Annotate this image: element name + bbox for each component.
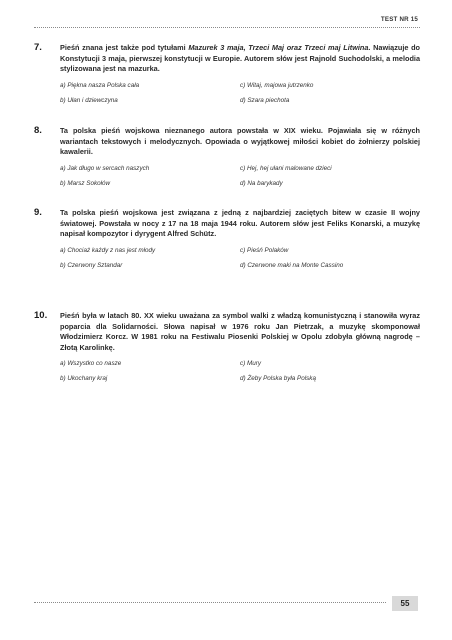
question-number: 10. (34, 310, 48, 321)
option-c[interactable]: c) Witaj, majowa jutrzenko (240, 81, 314, 89)
option-b[interactable]: b) Ukochany kraj (60, 375, 108, 382)
option-a[interactable]: a) Jak długo w sercach naszych (60, 164, 150, 172)
option-a[interactable]: a) Chociaż każdy z nas jest młody (60, 246, 156, 254)
option-c[interactable]: c) Mury (240, 360, 261, 367)
question-number: 8. (34, 125, 42, 136)
option-d[interactable]: d) Czerwone maki na Monte Cassino (240, 261, 344, 269)
question-7 (34, 43, 420, 105)
header-divider (34, 27, 420, 28)
option-c[interactable]: c) Hej, hej ułani malowane dzieci (240, 164, 332, 172)
option-d[interactable]: d) Szara piechota (240, 96, 290, 104)
question-9 (34, 208, 420, 270)
footer-divider (34, 602, 386, 603)
question-text-italic: Mazurek 3 maja, Trzeci Maj oraz Trzeci maj Litwina (188, 43, 369, 52)
answer-options (60, 360, 420, 383)
question-text (60, 43, 420, 75)
option-a[interactable]: a) Wszystko co nasze (60, 360, 122, 367)
question-text: Ta polska pieśń wojskowa jest związana z jedną z najbardziej zaciętych bitew w czasie II wojny światowej. Powstała w nocy z 17 na 18 maja 1944 roku. Autorem słów jest Feliks Konarski, a muzykę napisał kompozytor i dyrygent Alfred Schütz. (60, 208, 420, 238)
question-number: 7. (34, 42, 42, 53)
question-text: Pieśń była w latach 80. XX wieku uważana za symbol walki z władzą komunistyczną i stanowiła wyraz poparcia dla Solidarności. Słowa napisał w 1976 roku Jan Pietrzak, a muzykę skomponował Włodzimierz Korcz. W 1981 roku na Festiwalu Piosenki Polskiej w Opolu zdobyła główną nagrodę – Złotą Karolinkę. (60, 311, 420, 352)
answer-options (60, 165, 420, 188)
option-d[interactable]: d) Na barykady (240, 179, 283, 187)
question-text-part: . Nawiązuje do Konstytucji 3 maja, pierwszej konstytucji w Europie. Autorem słów jest Rajnold Suchodolski, a melodia stylizowana jest na mazurka. (60, 43, 420, 73)
page-number: 55 (392, 596, 418, 611)
answer-options (60, 247, 420, 270)
option-b[interactable]: b) Czerwony Sztandar (60, 261, 123, 269)
question-number: 9. (34, 207, 42, 218)
question-text-part: Pieśń znana jest także pod tytułami (60, 43, 189, 52)
option-d[interactable]: d) Żeby Polska była Polską (240, 375, 316, 382)
option-b[interactable]: b) Ułan i dziewczyna (60, 96, 118, 104)
test-number-label: TEST NR 15 (380, 16, 418, 23)
answer-options (60, 82, 420, 105)
option-a[interactable]: a) Piękna nasza Polska cała (60, 81, 140, 89)
question-10 (34, 311, 420, 383)
question-8 (34, 126, 420, 188)
option-b[interactable]: b) Marsz Sokołów (60, 179, 111, 187)
option-c[interactable]: c) Pieśń Polaków (240, 246, 289, 254)
question-text: Ta polska pieśń wojskowa nieznanego autora powstała w XIX wieku. Pojawiała się w różnych wariantach tekstowych i melodycznych. Opowiada o wyjątkowej miłości kobiet do żołnierzy polskiej kawalerii. (60, 126, 420, 156)
